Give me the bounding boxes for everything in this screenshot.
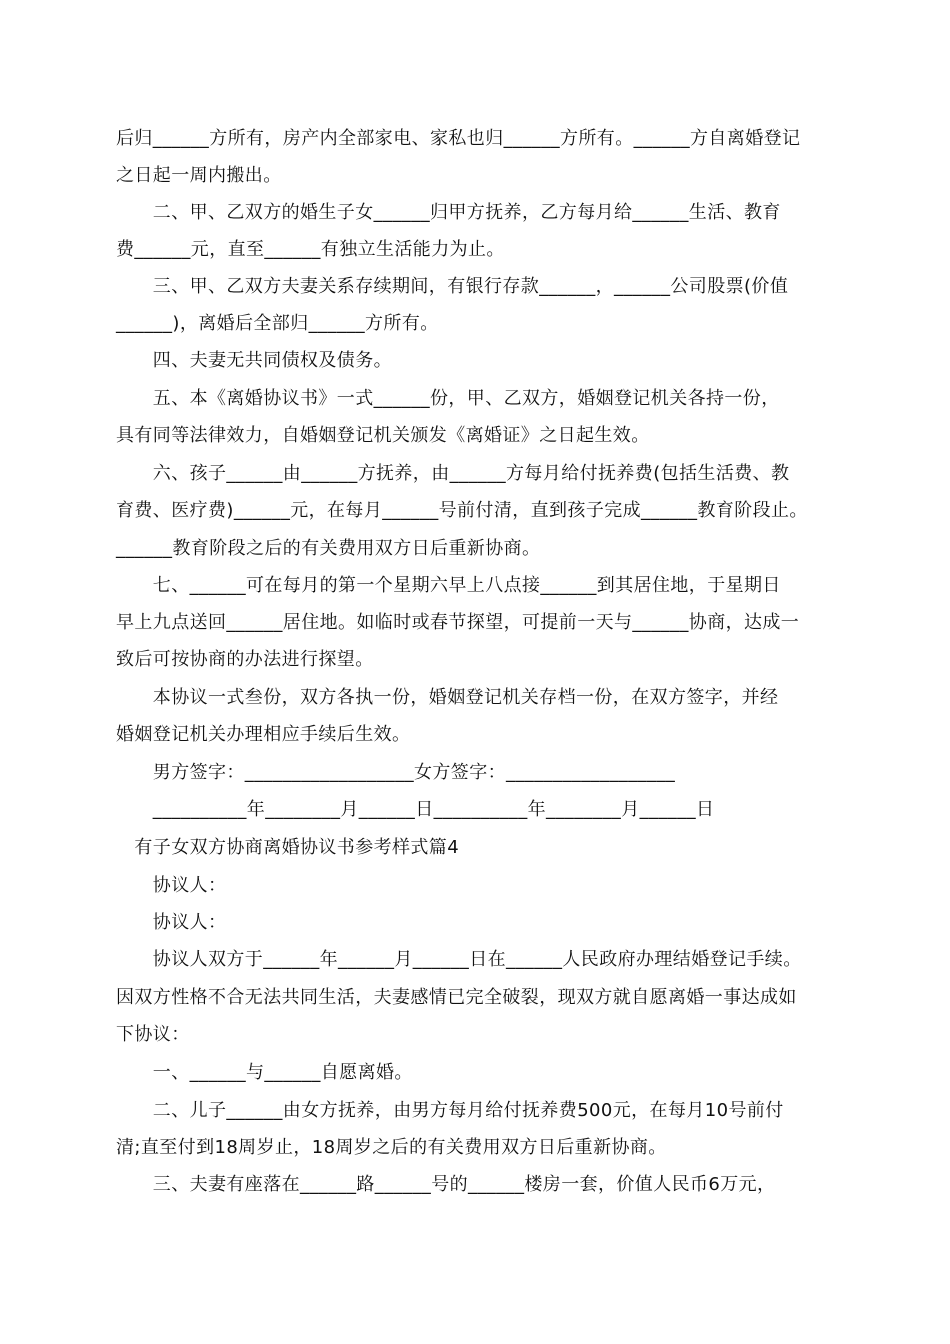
text-line: 早上九点送回______居住地。如临时或春节探望，可提前一天与______协商，达成一 (116, 612, 800, 633)
text-line: 六、孩子______由______方抚养，由______方每月给付抚养费(包括生活费、教 (116, 463, 790, 484)
text-line: 育费、医疗费)______元，在每月______号前付清，直到孩子完成______教育阶段止。 (116, 500, 808, 521)
text-line: 本协议一式叁份，双方各执一份，婚姻登记机关存档一份，在双方签字，并经 (116, 687, 779, 708)
text-line: 一、______与______自愿离婚。 (116, 1062, 413, 1083)
text-line: 清;直至付到18周岁止，18周岁之后的有关费用双方日后重新协商。 (116, 1137, 667, 1158)
text-line: 三、甲、乙双方夫妻关系存续期间，有银行存款______，______公司股票(价值 (116, 276, 789, 297)
text-line: 二、甲、乙双方的婚生子女______归甲方抚养，乙方每月给______生活、教育 (116, 202, 781, 223)
text-line: 协议人双方于______年______月______日在______人民政府办理结婚登记手续。 (116, 949, 802, 970)
text-line: 之日起一周内搬出。 (116, 165, 282, 186)
text-line: 婚姻登记机关办理相应手续后生效。 (116, 724, 411, 745)
text-line: 七、______可在每月的第一个星期六早上八点接______到其居住地，于星期日 (116, 575, 781, 596)
text-line: 协议人： (116, 912, 227, 933)
date-line: __________年________月______日__________年________月______日 (116, 799, 715, 820)
text-line: 具有同等法律效力，自婚姻登记机关颁发《离婚证》之日起生效。 (116, 425, 650, 446)
text-line: 因双方性格不合无法共同生活，夫妻感情已完全破裂，现双方就自愿离婚一事达成如 (116, 987, 797, 1008)
text-line: ______教育阶段之后的有关费用双方日后重新协商。 (116, 538, 541, 559)
text-line: 致后可按协商的办法进行探望。 (116, 649, 374, 670)
text-line: 费______元，直至______有独立生活能力为止。 (116, 239, 505, 260)
text-line: 五、本《离婚协议书》一式______份，甲、乙双方，婚姻登记机关各持一份， (116, 388, 780, 409)
text-line: 后归______方所有，房产内全部家电、家私也归______方所有。______方自离婚登记 (116, 128, 801, 149)
text-line: 四、夫妻无共同债权及债务。 (116, 350, 392, 371)
text-line: 下协议： (116, 1024, 190, 1045)
text-line: ______)，离婚后全部归______方所有。 (116, 313, 439, 334)
signature-line: 男方签字：__________________女方签字：__________________ (116, 762, 676, 783)
text-line: 二、儿子______由女方抚养，由男方每月给付抚养费500元，在每月10号前付 (116, 1100, 784, 1121)
text-line: 协议人： (116, 875, 227, 896)
text-line: 三、夫妻有座落在______路______号的______楼房一套，价值人民币6万元， (116, 1174, 776, 1195)
section-heading: 有子女双方协商离婚协议书参考样式篇4 (116, 837, 460, 858)
